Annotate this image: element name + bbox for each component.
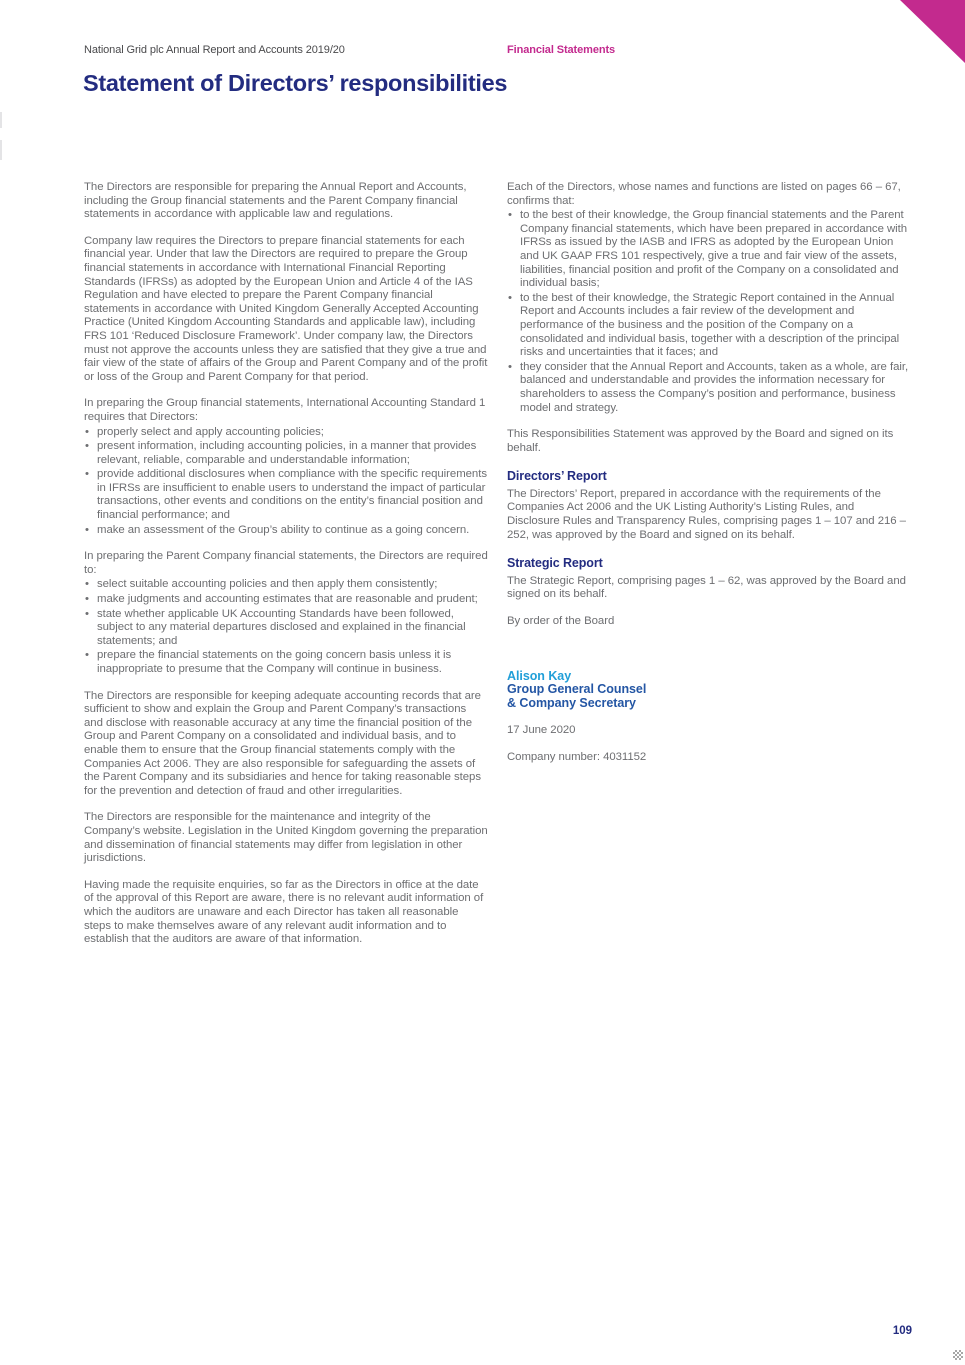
corner-triangle-decoration	[900, 0, 965, 63]
confirmation-intro: Each of the Directors, whose names and functions are listed on pages 66 – 67, confirms that:	[507, 181, 901, 207]
parent-company-intro: In preparing the Parent Company financial statements, the Directors are required to:	[84, 550, 488, 576]
parent-company-requirements-list	[84, 578, 488, 676]
strategic-report-heading: Strategic Report	[507, 556, 603, 571]
signatory-role: & Company Secretary	[507, 695, 636, 710]
page-title: Statement of Directors’ responsibilities	[83, 70, 508, 96]
paragraph-approval: This Responsibilities Statement was approved by the Board and signed on its behalf.	[507, 428, 894, 454]
left-edge-mark	[0, 140, 2, 160]
page-number: 109	[892, 1325, 912, 1337]
list-item: • properly select and apply accounting policies;	[84, 426, 488, 440]
left-edge-mark	[0, 112, 2, 128]
paragraph-website: The Directors are responsible for the maintenance and integrity of the Company’s website. Legislation in the United Kingdom governing the preparation and dissemination of financial statements may differ from legislation in other jurisdictions.	[84, 811, 488, 865]
signatory-role: Group General Counsel	[507, 682, 647, 697]
list-item: • provide additional disclosures when compliance with the specific requirements in IFRSs are insufficient to enable users to understand the impact of particular transactions, other events and conditions on the entity’s financial position and financial performance; and	[84, 468, 488, 522]
signature-date: 17 June 2020	[507, 724, 576, 737]
paragraph-preparing: The Directors are responsible for preparing the Annual Report and Accounts, including the Group financial statements and the Parent Company financial statements in accordance with applicable law and regulations.	[84, 181, 467, 221]
list-item: • prepare the financial statements on the going concern basis unless it is inappropriate to presume that the Company will continue in business.	[84, 649, 488, 676]
paragraph-audit: Having made the requisite enquiries, so far as the Directors in office at the date of the approval of this Report are aware, there is no relevant audit information of which the auditors are unaware and each Director has taken all reasonable steps to make themselves aware of any relevant audit information and to establish that the auditors are aware of that information.	[84, 878, 484, 946]
list-item: • present information, including accounting policies, in a manner that provides relevant, reliable, comparable and understandable information;	[84, 440, 488, 467]
list-item: • make judgments and accounting estimates that are reasonable and prudent;	[84, 593, 488, 607]
list-item: • to the best of their knowledge, the Group financial statements and the Parent Company financial statements, which have been prepared in accordance with IFRSs as issued by the IASB and IFRS as adopted by the European Union and UK GAAP FRS 101 respectively, give a true and fair view of the assets, liabilities, financial position and profit of the Company on a consolidated and individual basis;	[507, 209, 909, 291]
paragraph-directors-report: The Directors’ Report, prepared in accordance with the requirements of the Companies Act 2006 and the UK Listing Authority’s Listing Rules, and Disclosure Rules and Transparency Rules, comprising pages 1 – 107 and 216 – 252, was approved by the Board and signed on its behalf.	[507, 487, 906, 541]
directors-report-heading: Directors’ Report	[507, 469, 607, 484]
ias-intro: In preparing the Group financial statements, International Accounting Standard 1 requires that Directors:	[84, 397, 486, 423]
by-order-text: By order of the Board	[507, 615, 615, 628]
report-title: National Grid plc Annual Report and Accounts 2019/20	[84, 44, 345, 56]
section-label: Financial Statements	[507, 44, 616, 56]
company-number: Company number: 4031152	[507, 750, 647, 763]
left-column	[84, 181, 488, 960]
list-item: • to the best of their knowledge, the Strategic Report contained in the Annual Report and Accounts includes a fair review of the development and performance of the business and the position of the Company on a consolidated and individual basis, together with a description of the principal risks and uncertainties that it faces; and	[507, 292, 909, 360]
list-item: • they consider that the Annual Report and Accounts, taken as a whole, are fair, balanced and understandable and provides the information necessary for shareholders to assess the Company’s position and performance, business model and strategy.	[507, 361, 909, 415]
list-item: • state whether applicable UK Accounting Standards have been followed, subject to any material departures disclosed and explained in the financial statements; and	[84, 608, 488, 649]
signature-block	[507, 670, 909, 711]
registration-mark	[953, 1350, 963, 1360]
signatory-name: Alison Kay	[507, 668, 572, 683]
list-item: • make an assessment of the Group’s ability to continue as a going concern.	[84, 524, 488, 538]
confirmation-list	[507, 209, 909, 415]
list-item: • select suitable accounting policies and then apply them consistently;	[84, 578, 488, 592]
paragraph-strategic-report: The Strategic Report, comprising pages 1 – 62, was approved by the Board and signed on its behalf.	[507, 574, 906, 601]
ias-requirements-list	[84, 426, 488, 538]
right-column	[507, 181, 909, 777]
paragraph-company-law: Company law requires the Directors to prepare financial statements for each financial year. Under that law the Directors are required to prepare the Group financial statements in accordance with International Financial Reporting Standards (IFRSs) as adopted by the European Union and Article 4 of the IAS Regulation and have elected to prepare the Parent Company financial statements in accordance with United Kingdom Generally Accepted Accounting Practice (United Kingdom Accounting Standards and applicable law), including FRS 101 ‘Reduced Disclosure Framework’. Under company law, the Directors must not approve the accounts unless they are satisfied that they give a true and fair view of the state of affairs of the Group and Parent Company and of the profit or loss of the Group and Parent Company for that period.	[84, 234, 488, 383]
paragraph-records: The Directors are responsible for keeping adequate accounting records that are sufficient to show and explain the Group and Parent Company’s transactions and disclose with reasonable accuracy at any time the financial position of the Group and Parent Company on a consolidated and individual basis, and to enable them to ensure that the Group financial statements comply with the Companies Act 2006. They are also responsible for safeguarding the assets of the Parent Company and its subsidiaries and hence for taking reasonable steps for the prevention and detection of fraud and other irregularities.	[84, 689, 481, 797]
